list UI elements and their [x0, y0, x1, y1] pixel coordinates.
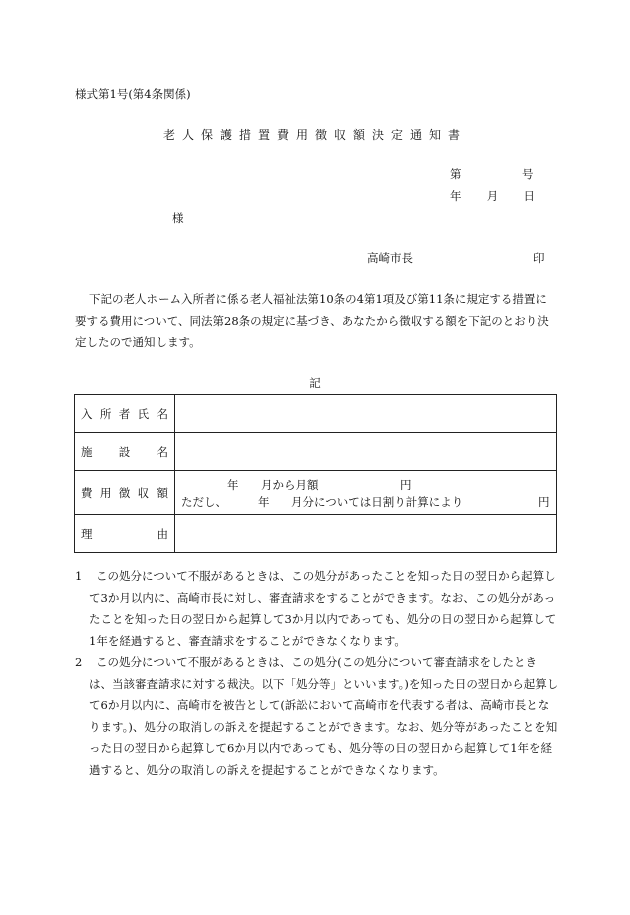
fee-line1-year: 年 [227, 477, 239, 492]
fee-line2-prefix: ただし、 [181, 494, 227, 509]
issuer: 高崎市長 [367, 251, 413, 265]
fee-label-char: 費 [81, 485, 93, 500]
form-number: 様式第1号(第4条関係) [75, 87, 191, 101]
note-text: この処分について不服があるときは、この処分があったことを知った日の翌日から起算して3か月以内に、高崎市長に対し、審査請求をすることができます。なお、この処分があったことを知った日の翌日から起算して3か月以内であっても、処分の日の翌日から起算して1年を経過すると、審査請求をすることができなくなります。 [89, 569, 557, 648]
fee-amount-value [175, 471, 557, 515]
resident-label-char: 氏 [137, 406, 150, 421]
resident-label-char: 所 [99, 406, 112, 421]
table-row-resident [75, 395, 557, 433]
facility-label-char: 名 [156, 444, 168, 459]
facility-name-label [75, 433, 175, 471]
fee-amount-label [75, 471, 175, 515]
note-number: 1 [75, 569, 83, 583]
fee-label-char: 収 [137, 485, 150, 500]
ki-heading: 記 [309, 376, 321, 390]
table-row-facility [75, 433, 557, 471]
facility-label-char: 施 [81, 444, 93, 459]
fee-label-char: 徴 [118, 485, 131, 500]
note-item [75, 566, 559, 652]
document-title: 老人保護措置費用徴収額決定通知書 [162, 128, 467, 142]
fee-line1-yen: 円 [400, 477, 412, 492]
table-row-fee [75, 471, 557, 515]
reason-value [175, 515, 557, 553]
resident-label-char: 名 [156, 406, 168, 421]
note-item [75, 652, 559, 781]
reason-label [75, 515, 175, 553]
facility-label-char: 設 [118, 444, 131, 459]
resident-name-value [175, 395, 557, 433]
date-day: 日 [523, 189, 535, 203]
number-suffix: 号 [522, 167, 534, 181]
note-text: この処分について不服があるときは、この処分(この処分について審査請求をしたときは、当該審査請求に対する裁決。以下「処分等」といいます。)を知った日の翌日から起算して6か月以内に、高崎市を被告として(訴訟において高崎市を代表する者は、高崎市長となります。)、処分の取消しの訴えを提起することができます。なお、処分等があったことを知った日の翌日から起算して6か月以内であっても、処分等の日の翌日から起算して1年を経過すると、処分の取消しの訴えを提起することができなくなります。 [89, 655, 559, 777]
table-row-reason [75, 515, 557, 553]
fee-line2-month-text: 月分については日割り計算により [291, 494, 464, 509]
fee-line2-yen: 円 [538, 494, 550, 509]
reason-label-char: 由 [156, 526, 168, 541]
notes-list [75, 566, 559, 781]
date-year: 年 [450, 189, 462, 203]
resident-label-char: 入 [81, 406, 93, 421]
addressee-suffix: 様 [172, 211, 184, 225]
number-label: 第 [450, 167, 462, 181]
date-line [450, 188, 535, 204]
facility-name-value [175, 433, 557, 471]
fee-table [74, 394, 557, 553]
seal-mark: 印 [533, 251, 545, 265]
fee-line2-year: 年 [258, 494, 270, 509]
fee-line1-month-from: 月から月額 [261, 477, 319, 492]
note-number: 2 [75, 655, 83, 669]
notice-body-text: 下記の老人ホーム入所者に係る老人福祉法第10条の4第1項及び第11条に規定する措置に要する費用について、同法第28条の規定に基づき、あなたから徴収する額を下記のとおり決定したので通知します。 [75, 292, 549, 349]
resident-label-char: 者 [118, 406, 131, 421]
fee-label-char: 用 [99, 485, 112, 500]
fee-label-char: 額 [156, 485, 168, 500]
date-month: 月 [486, 189, 499, 203]
reason-label-char: 理 [81, 526, 93, 541]
resident-name-label [75, 395, 175, 433]
